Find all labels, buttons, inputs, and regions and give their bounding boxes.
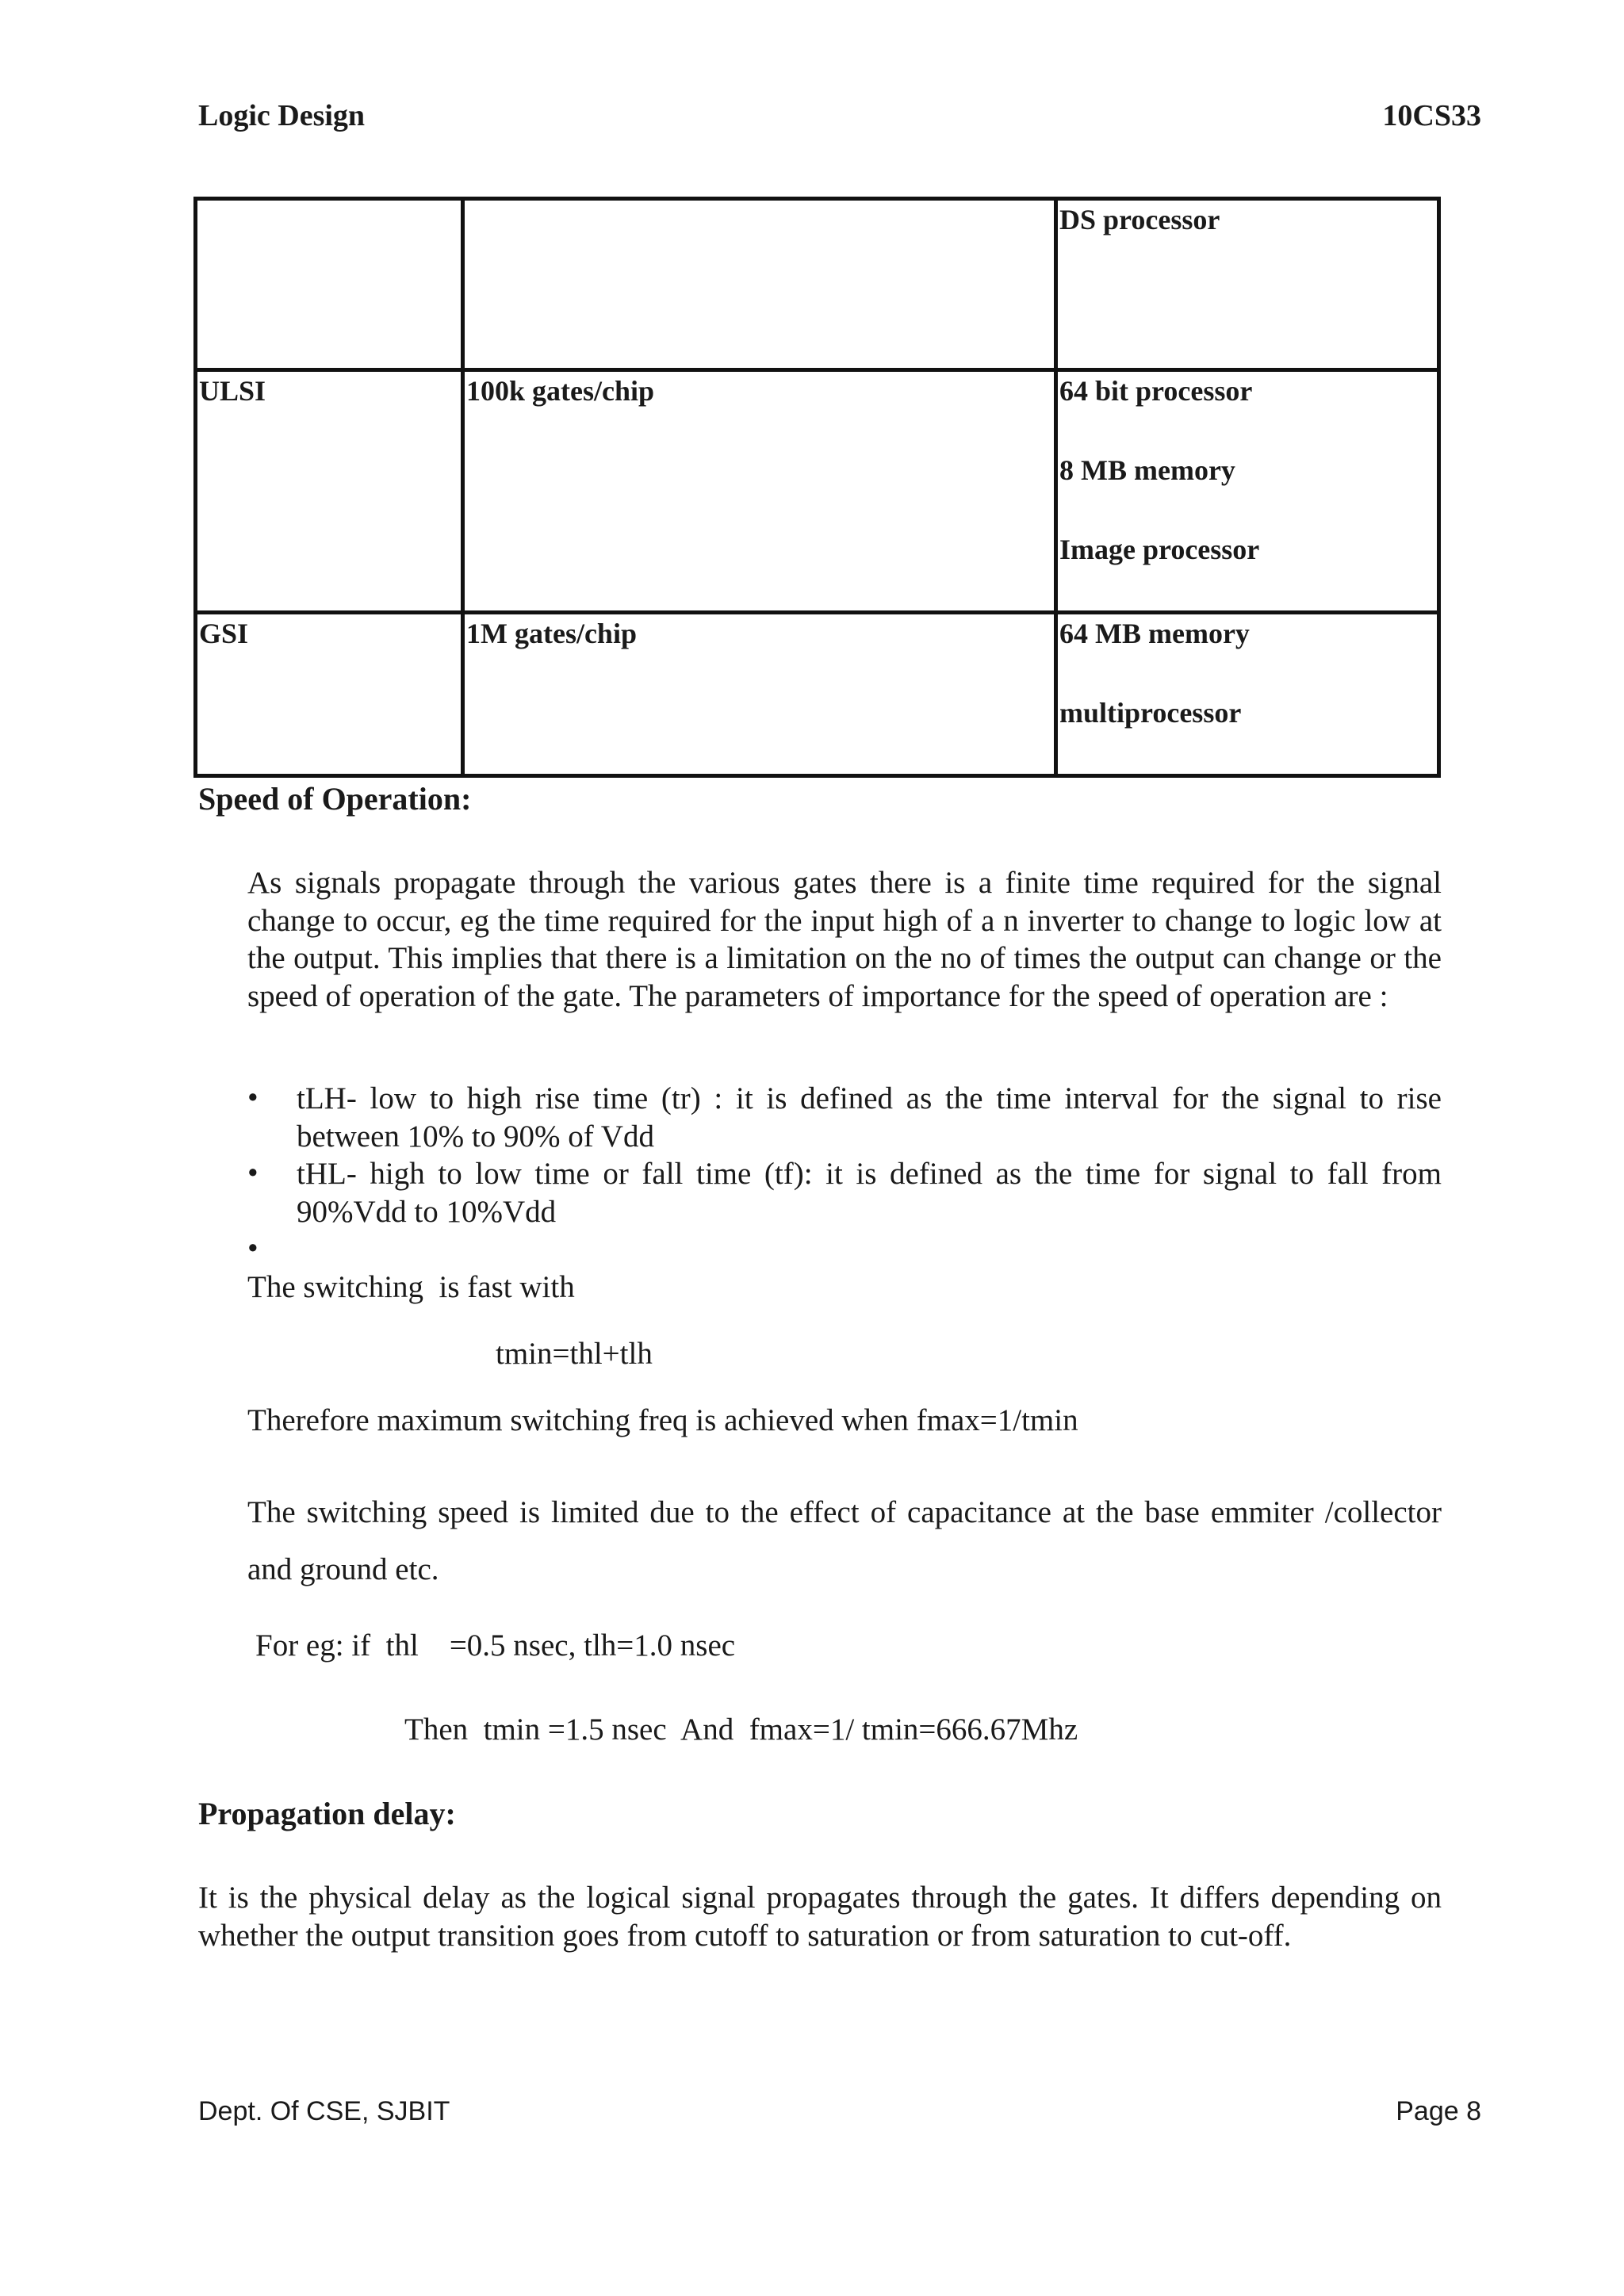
table-row <box>196 613 1439 776</box>
header-course-code: 10CS33 <box>1382 99 1481 132</box>
table-cell-gates: 1M gates/chip <box>463 613 1056 776</box>
switching-limited-paragraph: The switching speed is limited due to the effect of capacitance at the base emmiter /collector and ground etc. <box>247 1495 1442 1586</box>
propagation-heading: Propagation delay: <box>198 1796 456 1831</box>
integration-levels-table <box>193 197 1441 778</box>
fmax-line: Therefore maximum switching freq is achieved when fmax=1/tmin <box>247 1403 1078 1437</box>
bullet-dot: • <box>247 1081 259 1115</box>
bullet-tfall: tHL- high to low time or fall time (tf): it is defined as the time for signal to fall from 90%Vdd to 10%Vdd <box>297 1157 1442 1229</box>
header-title: Logic Design <box>198 99 366 132</box>
example-line: For eg: if thl =0.5 nsec, tlh=1.0 nsec <box>255 1628 736 1663</box>
table-cell-level: GSI <box>196 613 463 776</box>
bullet-trise: tLH- low to high rise time (tr) : it is defined as the time interval for the signal to rise between 10% to 90% of Vdd <box>297 1081 1442 1154</box>
table-cell-examples: 64 MB memory multiprocessor <box>1056 613 1439 776</box>
table-cell-level: ULSI <box>196 370 463 613</box>
propagation-paragraph: It is the physical delay as the logical signal propagates through the gates. It differs depending on whether the output transition goes from cutoff to saturation or from saturation to cut-off. <box>198 1881 1442 1953</box>
bullet-dot: • <box>247 1231 259 1265</box>
footer-page-number: Page 8 <box>1396 2096 1481 2126</box>
bullet-dot: • <box>247 1156 259 1190</box>
footer-dept: Dept. Of CSE, SJBIT <box>198 2096 450 2126</box>
table-cell-examples: 64 bit processor 8 MB memory Image processor <box>1056 370 1439 613</box>
table-cell-level <box>196 199 463 370</box>
table-cell-gates: 100k gates/chip <box>463 370 1056 613</box>
then-line: Then tmin =1.5 nsec And fmax=1/ tmin=666.67Mhz <box>404 1712 1078 1747</box>
speed-paragraph: As signals propagate through the various gates there is a finite time required for the signal change to occur, eg the time required for the input high of a n inverter to change to logic low at the output. This implies that there is a limitation on the no of times the output can change or the speed of operation of the gate. The parameters of importance for the speed of operation are : <box>247 866 1442 1013</box>
table-cell-examples: DS processor <box>1056 199 1439 370</box>
table-cell-gates <box>463 199 1056 370</box>
table-row <box>196 370 1439 613</box>
tmin-formula: tmin=thl+tlh <box>496 1337 653 1371</box>
switching-fast-text: The switching is fast with <box>247 1270 575 1304</box>
speed-heading: Speed of Operation: <box>198 781 472 817</box>
table-row <box>196 199 1439 370</box>
